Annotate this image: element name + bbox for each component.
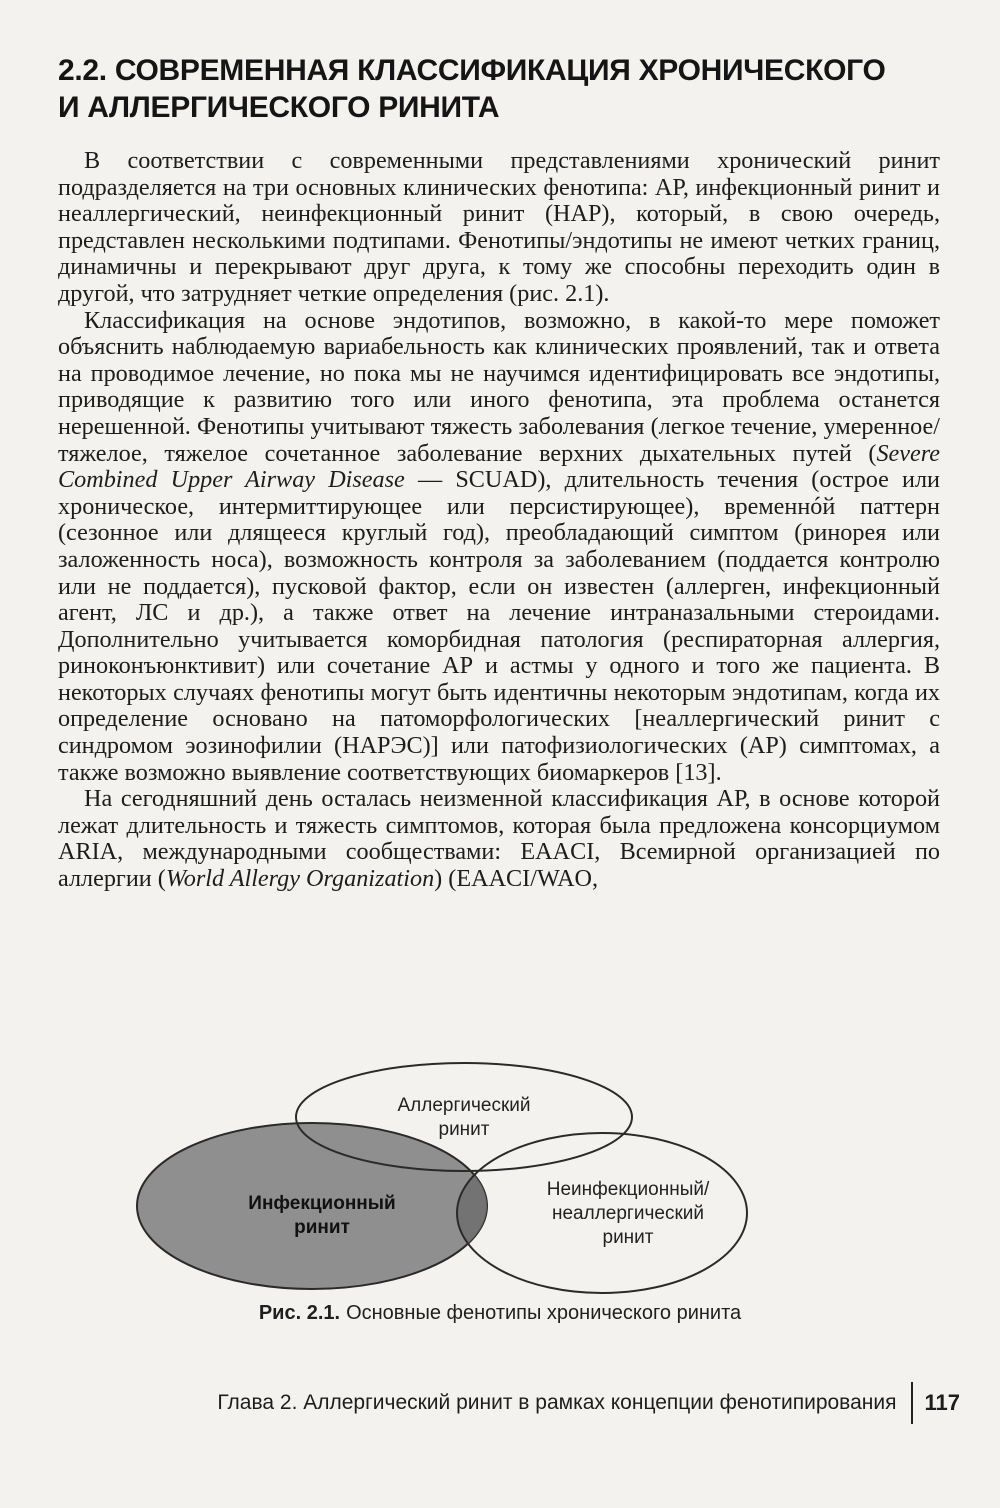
heading-line-2: И АЛЛЕРГИЧЕСКОГО РИНИТА [58,91,500,124]
paragraph-3-italic-term: World Allergy Organization [165,865,435,893]
label-infectious-rhinitis: Инфекционный ринит [248,1193,396,1238]
label-noninfectious-rhinitis: Неинфекционный/ неаллергический ринит [546,1179,710,1248]
footer-divider [911,1382,913,1424]
paragraph-2-part-a: Классификация на основе эндотипов, возможно, в какой-то мере поможет объяснить наблюдаемую вариабельность как клинических проявлений, так и ответа на проводимое лечение, но пока мы не научимся идентифицировать все эндотипы, приводящие к развитию того или иного фенотипа, эта проблема останется нерешенной. Фенотипы учитывают тяжесть заболевания (легкое течение, умеренное/тяжелое, тяжелое сочетанное заболевание верхних дыхательных путей ( [58,306,940,467]
heading-line-1: 2.2. СОВРЕМЕННАЯ КЛАССИФИКАЦИЯ ХРОНИЧЕСКОГО [58,54,886,87]
paragraph-1: В соответствии с современными представлениями хронический ринит подразделяется на три основных клинических фенотипа: АР, инфекционный ринит и неаллергический, неинфекционный ринит (НАР), который, в свою очередь, представлен несколькими подтипами. Фенотипы/эндотипы не имеют четких границ, динамичны и перекрывают друг друга, к тому же способны переходить один в другой, что затрудняет четкие определения (рис. 2.1). [58,147,940,307]
phenotype-venn-diagram [0,1060,1000,1300]
page-number: 117 [924,1390,960,1415]
paragraph-3-part-b: ) (EAACI/WAO, [434,865,599,893]
section-heading [58,52,938,126]
paragraph-2-italic-term: Severe Combined Upper Airway Disease [58,439,940,494]
chapter-title: Глава 2. Аллергический ринит в рамках концепции фенотипирования [217,1391,897,1414]
body-text [58,148,940,893]
caption-text: Основные фенотипы хронического ринита [346,1302,742,1324]
paragraph-3-part-a: На сегодняшний день осталась неизменной классификация АР, в основе которой лежат длительность и тяжесть симптомов, которая была предложена консорциумом ARIA, международными сообществами: EAACI, Всемирной организацией по аллергии ( [58,785,940,893]
paragraph-3 [58,786,940,892]
paragraph-2-part-b: — SCUAD), длительность течения (острое или хроническое, интермиттирующее или персистирующее), временнóй паттерн (сезонное или длящееся круглый год), преобладающий симптом (ринорея или заложенность носа), возможность контроля за заболеванием (поддается контролю или не поддается), пусковой фактор, если он известен (аллерген, инфекционный агент, ЛС и др.), а также ответ на лечение интраназальными стероидами. Дополнительно учитывается коморбидная патология (респираторная аллергия, риноконъюнктивит) или сочетание АР и астмы у одного и того же пациента. В некоторых случаях фенотипы могут быть идентичны некоторым эндотипам, когда их определение основано на патоморфологических [неаллергический ринит с синдромом эозинофилии (НАРЭС)] или патофизиологических (АР) симптомах, а также возможно выявление соответствующих биомаркеров [13]. [58,466,940,786]
page-footer [217,1382,960,1424]
label-allergic-rhinitis: Аллергический ринит [397,1095,531,1140]
paragraph-2 [58,308,940,787]
figure-caption [0,1302,1000,1325]
caption-number: Рис. 2.1. [258,1302,341,1324]
